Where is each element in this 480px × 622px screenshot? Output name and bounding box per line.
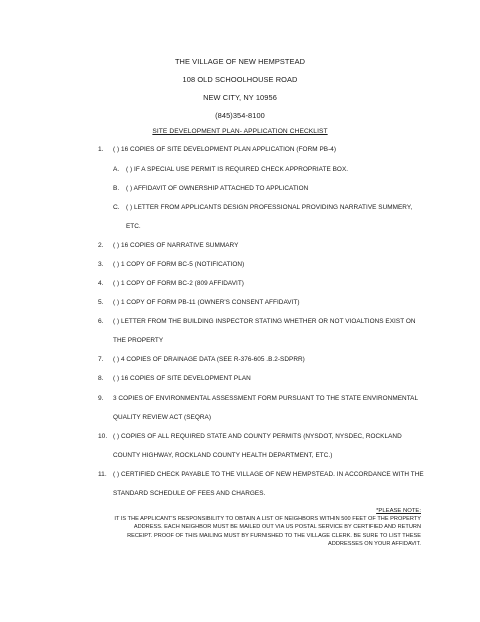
- item-text: COUNTY HIGHWAY, ROCKLAND COUNTY HEALTH DEPARTMENT, ETC.): [113, 452, 333, 459]
- item-number: 9.: [98, 395, 104, 402]
- item-text: ( ) 1 COPY OF FORM BC-5 (NOTIFICATION): [113, 261, 245, 268]
- item-text: ETC.: [126, 223, 141, 230]
- note-line: IT IS THE APPLICANT'S RESPONSIBILITY TO OBTAIN A LIST OF NEIGHBORS WITHIN 500 FEET OF THE PROPERTY: [114, 516, 421, 522]
- item-text: ( ) 16 COPIES OF SITE DEVELOPMENT PLAN: [113, 375, 251, 382]
- item-number: 6.: [98, 318, 104, 325]
- note-line: ADDRESS. EACH NEIGHBOR MUST BE MAILED OUT VIA US POSTAL SERVICE BY CERTIFIED AND RETURN: [133, 524, 421, 531]
- item-text: ( ) 1 COPY OF FORM BC-2 (809 AFFIDAVIT): [113, 280, 244, 287]
- item-number: B.: [113, 185, 120, 192]
- checklist-title: SITE DEVELOPMENT PLAN- APPLICATION CHECKLIST: [152, 128, 328, 135]
- city-state-zip: NEW CITY, NY 10956: [203, 93, 277, 102]
- item-number: 3.: [98, 261, 104, 268]
- item-text: ( ) IF A SPECIAL USE PERMIT IS REQUIRED CHECK APPROPRIATE BOX.: [126, 166, 349, 173]
- note-heading: *PLEASE NOTE:: [376, 508, 421, 514]
- item-number: 11.: [98, 471, 107, 478]
- item-number: 1.: [98, 146, 104, 153]
- note-body: [101, 515, 421, 549]
- phone-number: (845)354-8100: [215, 111, 265, 120]
- item-number: 4.: [98, 280, 104, 287]
- item-text: ( ) 16 COPIES OF SITE DEVELOPMENT PLAN APPLICATION (FORM PB-4): [113, 146, 337, 153]
- item-text: ( ) CERTIFIED CHECK PAYABLE TO THE VILLAGE OF NEW HEMPSTEAD. IN ACCORDANCE WITH THE: [113, 471, 424, 478]
- street-address: 108 OLD SCHOOLHOUSE ROAD: [182, 75, 298, 84]
- item-number: C.: [113, 204, 120, 211]
- note-line: ADDRESSES ON YOUR AFFIDAVIT.: [328, 541, 421, 548]
- item-text: ( ) 1 COPY OF FORM PB-11 (OWNER'S CONSENT AFFIDAVIT): [113, 299, 300, 306]
- item-text: ( ) 4 COPIES OF DRAINAGE DATA (SEE R-376-605 .B.2-SDPRR): [113, 356, 305, 363]
- item-text: ( ) COPIES OF ALL REQUIRED STATE AND COUNTY PERMITS (NYSDOT, NYSDEC, ROCKLAND: [113, 433, 402, 440]
- item-text: STANDARD SCHEDULE OF FEES AND CHARGES.: [113, 490, 266, 497]
- item-text: ( ) LETTER FROM APPLICANTS DESIGN PROFESSIONAL PROVIDING NARRATIVE SUMMERY,: [126, 204, 413, 211]
- item-number: 10.: [98, 433, 108, 440]
- item-text: 3 COPIES OF ENVIRONMENTAL ASSESSMENT FORM PURSUANT TO THE STATE ENVIRONMENTAL: [113, 395, 419, 402]
- item-text: ( ) LETTER FROM THE BUILDING INSPECTOR STATING WHETHER OR NOT VIOALTIONS EXIST ON: [113, 318, 416, 325]
- village-name: THE VILLAGE OF NEW HEMPSTEAD: [174, 57, 306, 66]
- item-text: ( ) AFFIDAVIT OF OWNERSHIP ATTACHED TO APPLICATION: [126, 185, 309, 192]
- item-number: 5.: [98, 299, 104, 306]
- item-text: ( ) 16 COPIES OF NARRATIVE SUMMARY: [113, 242, 239, 249]
- item-number: 8.: [98, 375, 104, 382]
- item-text: QUALITY REVIEW ACT (SEQRA): [113, 414, 212, 421]
- note-line: RECEIPT. PROOF OF THIS MAILING MUST BY FURNISHED TO THE VILLAGE CLERK. BE SURE TO LIST THESE: [127, 532, 421, 539]
- item-number: 2.: [98, 242, 104, 249]
- item-number: A.: [113, 166, 120, 173]
- item-text: THE PROPERTY: [113, 337, 164, 344]
- item-number: 7.: [98, 356, 104, 363]
